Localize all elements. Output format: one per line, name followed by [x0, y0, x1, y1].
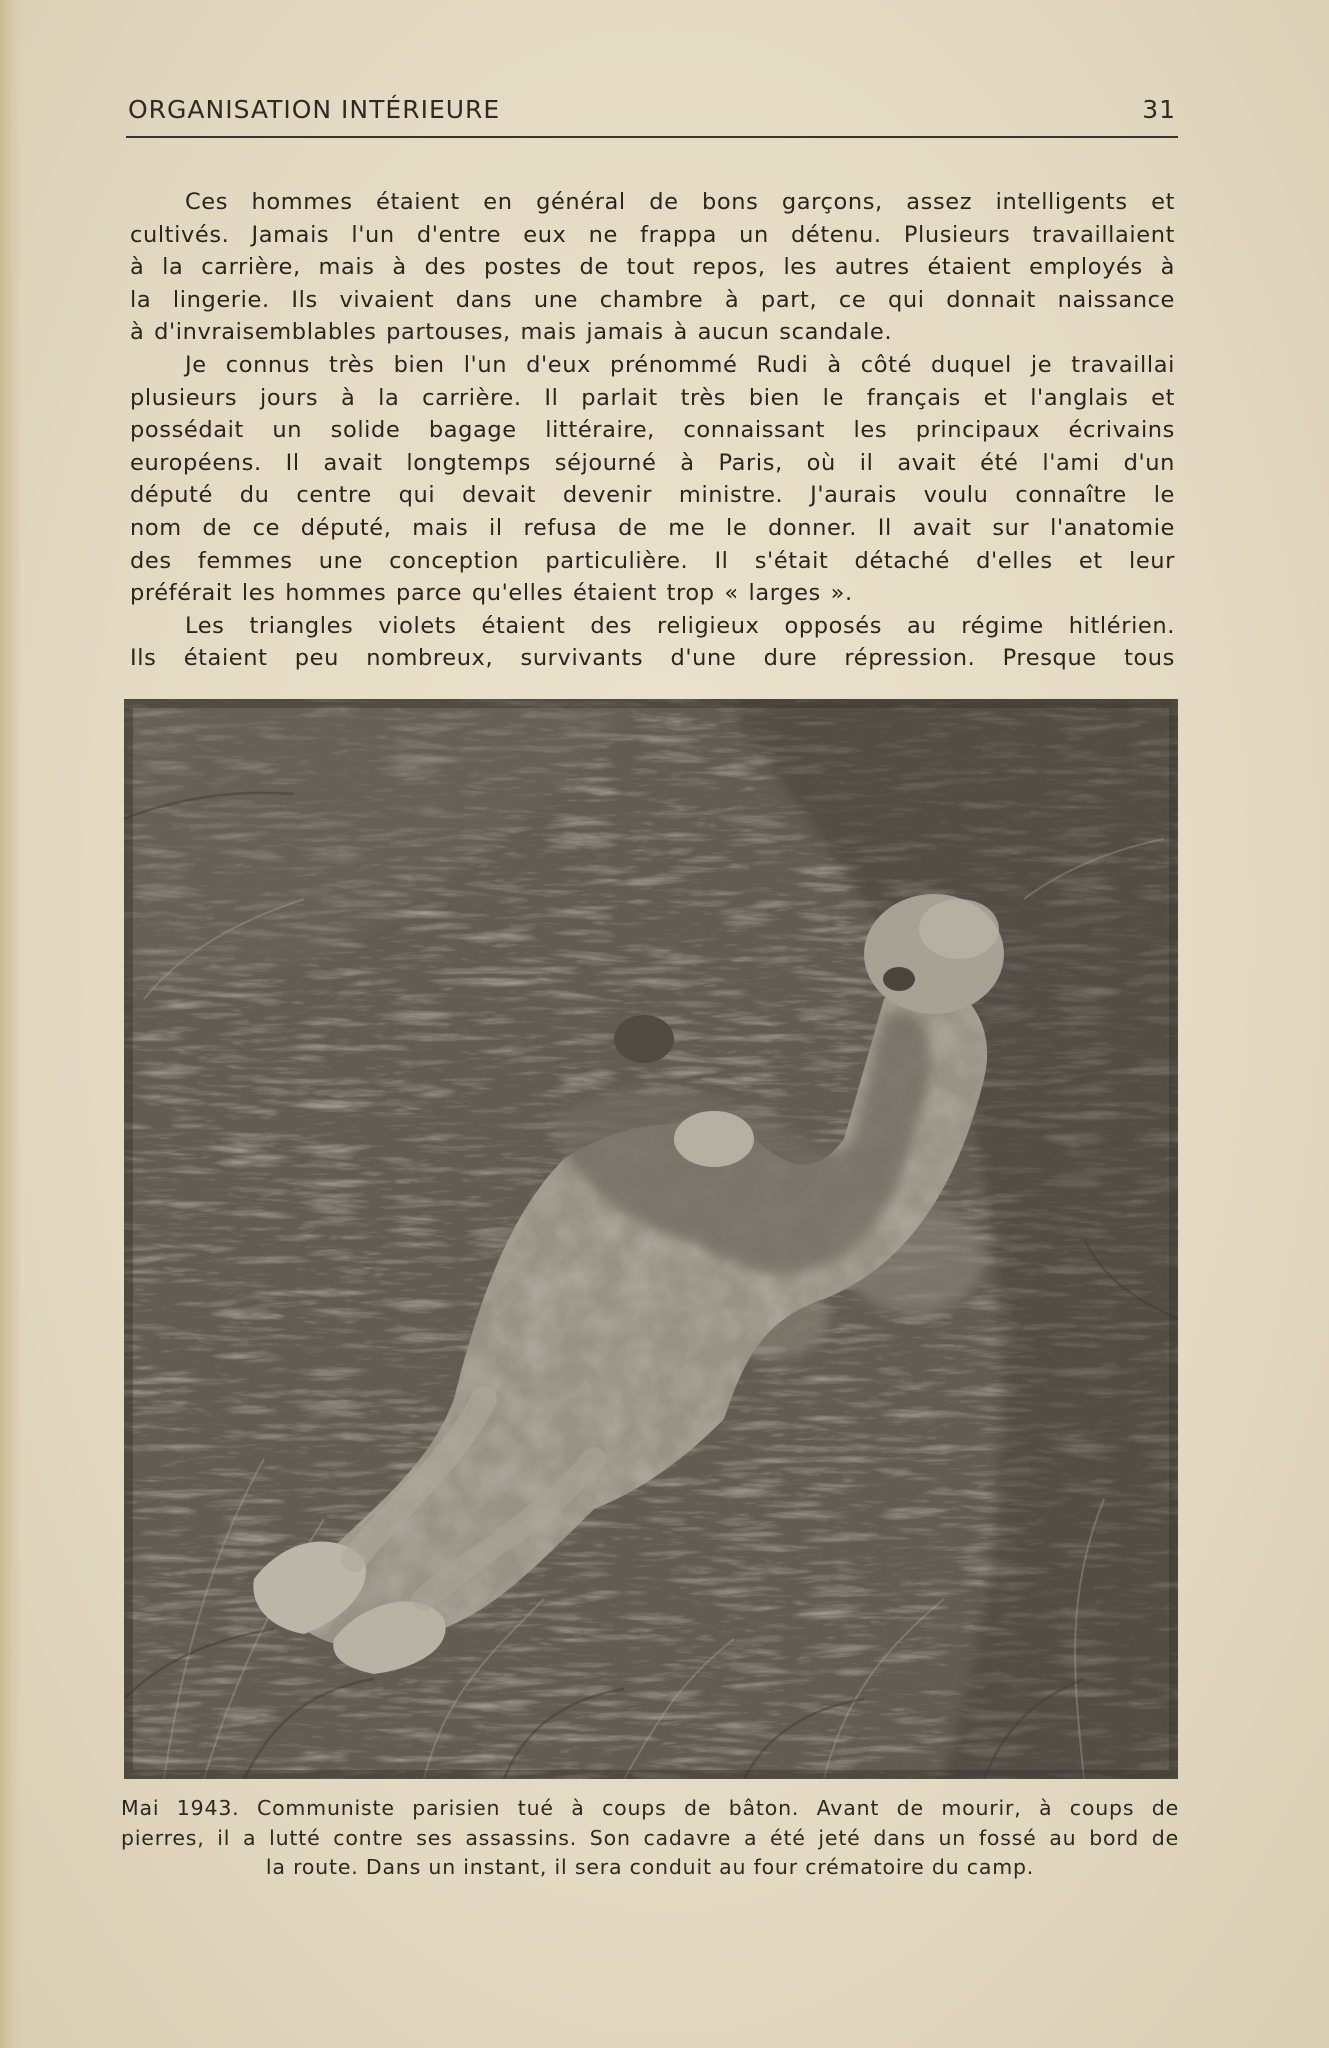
- caption-line: la route. Dans un instant, il sera conduit au four crématoire du camp.: [265, 1855, 1035, 1879]
- text-line: député du centre qui devait devenir ministre. J'aurais voulu connaître le: [130, 482, 1175, 509]
- photograph: [124, 699, 1178, 1779]
- running-header: [128, 95, 1176, 135]
- text-line: à la carrière, mais à des postes de tout repos, les autres étaient employés à: [130, 254, 1175, 281]
- text-line: Je connus très bien l'un d'eux prénommé Rudi à côté duquel je travaillai: [185, 351, 1175, 378]
- chapter-title: ORGANISATION INTÉRIEURE: [128, 95, 501, 124]
- text-line: Les triangles violets étaient des religieux opposés au régime hitlérien.: [185, 612, 1175, 639]
- text-line: européens. Il avait longtemps séjourné à Paris, où il avait été l'ami d'un: [130, 449, 1175, 476]
- text-line: nom de ce député, mais il refusa de me le donner. Il avait sur l'anatomie: [130, 514, 1175, 541]
- caption-line: Mai 1943. Communiste parisien tué à coups de bâton. Avant de mourir, à coups de: [121, 1796, 1179, 1820]
- page-spine-shadow: [0, 0, 22, 2048]
- body-text: [130, 186, 1175, 675]
- text-line: possédait un solide bagage littéraire, connaissant les principaux écrivains: [130, 417, 1175, 444]
- text-line: cultivés. Jamais l'un d'entre eux ne frappa un détenu. Plusieurs travaillaient: [130, 221, 1175, 248]
- caption-line: pierres, il a lutté contre ses assassins. Son cadavre a été jeté dans un fossé au bord de: [121, 1825, 1179, 1850]
- photo-caption: [121, 1794, 1179, 1883]
- text-line: Ces hommes étaient en général de bons garçons, assez intelligents et: [185, 189, 1175, 215]
- photograph-illustration: [124, 699, 1178, 1779]
- page-number: 31: [1142, 95, 1176, 124]
- text-line: plusieurs jours à la carrière. Il parlait très bien le français et l'anglais et: [130, 384, 1175, 411]
- text-line: préférait les hommes parce qu'elles étaient trop « larges ».: [130, 580, 853, 607]
- text-line: à d'invraisemblables partouses, mais jamais à aucun scandale.: [130, 319, 893, 346]
- text-line: des femmes une conception particulière. Il s'était détaché d'elles et leur: [130, 547, 1175, 574]
- text-line: la lingerie. Ils vivaient dans une chambre à part, ce qui donnait naissance: [130, 286, 1175, 313]
- text-line: Ils étaient peu nombreux, survivants d'une dure répression. Presque tous: [130, 645, 1175, 672]
- header-rule: [126, 136, 1178, 138]
